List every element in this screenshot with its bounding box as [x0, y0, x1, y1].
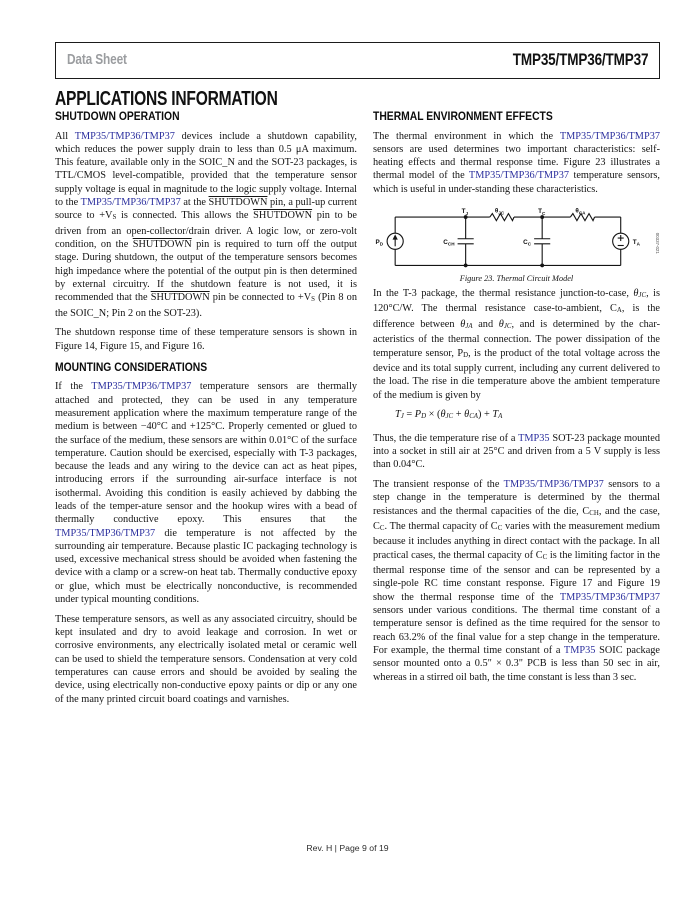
part-link[interactable]: TMP35/TMP36/TMP37	[503, 479, 604, 491]
part-link[interactable]: TMP35	[563, 644, 596, 656]
text-run: In the T-3 package, the thermal resistance junction-to-case,	[373, 288, 634, 300]
text-run: and	[472, 318, 499, 330]
text-run: (Pin 8 on the SOIC_N; Pin 2 on the SOT-23).	[55, 292, 357, 319]
text-run: , is 120°C/W. The thermal resistance case-to-ambient, C	[373, 288, 660, 315]
text-run: temperature sensors are thermally attached and protected, they can be used in any temperature measurement application where the maximum temperature range of the medium is between −40°C and +125°C. Properly cemented or glued to the surface of the medium, these sensors are within 0.01°C of the surface temperature. Caution should be exercised, especially with T-3 packages, because the leads and any wiring to the device can act as heat pipes, introducing errors if the surrounding air-surface interface is not isothermal. Avoiding this condition is easily achieved by dabbing the leads of the temper-ature sensor and the hookup wires with a bead of thermally conductive epoxy. This ensures that the	[55, 381, 357, 526]
page-footer: Rev. H | Page 9 of 19	[306, 843, 389, 853]
current-source-icon	[387, 233, 403, 249]
text-run: The thermal environment in which the	[373, 130, 560, 142]
section-heading-shutdown-operation: SHUTDOWN OPERATION	[55, 111, 180, 124]
part-link[interactable]: TMP35/TMP36/TMP37	[80, 197, 181, 209]
text-run: A	[498, 413, 503, 421]
text-run: J	[400, 413, 404, 421]
text-run: A	[616, 307, 622, 315]
label-ta: $T_A$	[632, 238, 641, 247]
thermal-circuit-figure	[373, 203, 660, 284]
paragraph	[55, 326, 357, 353]
paragraph	[373, 287, 660, 402]
text-run: pin, a pull-up current source to +V	[55, 197, 357, 222]
text-run: P	[414, 409, 422, 421]
text-run: The transient response of the	[373, 479, 504, 491]
paragraph	[55, 130, 357, 320]
label-theta-jc: $\theta_{JC}$	[494, 207, 505, 215]
paragraph	[55, 613, 357, 706]
label-tc: $T_C$	[538, 207, 546, 216]
label-cc: $C_C$	[523, 238, 532, 247]
text-run: T	[492, 409, 499, 421]
text-run: SOT-23 package mounted into a socket in still air at 25°C and driven from a 5 V supply is less than 0.04°C.	[373, 432, 660, 471]
doc-type-label: Data Sheet	[67, 51, 127, 68]
page-title: APPLICATIONS INFORMATION	[55, 88, 278, 110]
text-run: temperature sensors, which is useful in under-standing these characteristics.	[373, 170, 660, 195]
text-run: JC	[503, 322, 512, 330]
text-run: The shutdown response time of these temperature sensors is shown in Figure 14, Figure 15, and Figure 16.	[55, 327, 357, 352]
text-run: CH	[589, 509, 599, 517]
text-run: sensors under various conditions. The thermal time constant of a temperature sensor is defined as the time required for the sensor to reach 63.2% of the final value for a step change in the temperature. For example, the thermal time constant of a	[373, 605, 660, 656]
thermal-circuit-diagram	[373, 203, 660, 273]
section-heading-thermal-environment-effects: THERMAL ENVIRONMENT EFFECTS	[373, 111, 553, 124]
label-theta-ca: $\theta_{CA}$	[575, 207, 586, 215]
die-capacitor-icon	[458, 217, 474, 265]
text-run: =	[403, 409, 415, 421]
text-run: sensors are used determines two important characteristics: self-heating effects and thermal response time. Figure 23 illustrates a thermal model of the	[373, 143, 660, 182]
text-run: C	[497, 525, 503, 533]
text-run: pin is required to turn off the output stage. During shutdown, the output of the temperature sensors becomes high impedance where the potential of the output pin is then determined by external circuitry. If the shutdown feature is not used, it is recommended that the	[55, 239, 357, 304]
text-run: C	[379, 525, 385, 533]
text-run: is connected. This allows the	[116, 210, 254, 222]
paragraph	[373, 130, 660, 196]
text-run: JC	[445, 413, 454, 421]
text-run: sensors to a step change in the temperature is determined by the thermal resistances and the thermal capacities of the die, C	[373, 479, 661, 517]
right-column	[373, 110, 660, 712]
figure-code: 00337-021	[654, 232, 660, 254]
case-capacitor-icon	[534, 217, 550, 265]
text-run: θ	[460, 318, 466, 330]
text-run: at the	[180, 197, 209, 209]
part-link[interactable]: TMP35/TMP36/TMP37	[468, 170, 570, 182]
text-run: pin be connected to +V	[209, 292, 312, 304]
section-heading-mounting-considerations: MOUNTING CONSIDERATIONS	[55, 362, 208, 375]
paragraph	[373, 478, 660, 684]
part-number: TMP35/TMP36/TMP37	[512, 50, 648, 69]
text-run: JC	[638, 292, 647, 300]
text-run: Thus, the die temperature rise of a	[373, 432, 519, 444]
text-run: die temperature is not affected by the surrounding air temperature. Because plastic IC packaging technology is used, excessive mechanical stress should be avoided when fastening the device with a clamp or a screw-on heat tab. Thermally conductive epoxy or glue, which must be electrically nonconductive, is recommended under typical mounting conditions.	[55, 527, 357, 606]
text-run: , and is determined by the char-acteristics of the thermal connection. The power dissipation of the temperature sensor, P	[373, 318, 661, 359]
part-link[interactable]: TMP35	[518, 432, 550, 444]
voltage-source-icon	[613, 233, 629, 249]
paragraph	[373, 432, 660, 472]
die-temperature-formula	[395, 408, 660, 423]
text-run: pin to be driven from an open-collector/drain driver. A logic low, or zero-volt condition, on the	[55, 210, 357, 251]
part-link[interactable]: TMP35/TMP36/TMP37	[91, 381, 192, 393]
part-link[interactable]: TMP35/TMP36/TMP37	[559, 130, 660, 142]
text-run: θ	[633, 288, 639, 300]
text-run: . The thermal capacity of C	[384, 521, 498, 533]
text-run: S	[311, 296, 315, 304]
label-tj: $T_J$	[461, 207, 469, 216]
text-run: CA	[469, 413, 478, 421]
text-run: All	[55, 130, 75, 142]
two-column-layout	[55, 110, 660, 712]
part-link[interactable]: TMP35/TMP36/TMP37	[74, 130, 175, 142]
circuit-nodes	[464, 215, 544, 267]
text-run: If the	[55, 381, 92, 393]
text-run: , is the product of the total voltage across the device and its total supply current, including any current delivered to the load. The rise in die temperature above the ambient temperature of the medium is given by	[373, 347, 660, 401]
text-run: These temperature sensors, as well as any associated circuitry, should be kept insulated and dry to avoid leakage and corrosion. In wet or corrosive environments, any electrically isolated metal or ceramic well can be used to shield the temperature sensors. Condensation at very cold temperatures can cause errors and should be avoided by sealing the device, using electrically non-conductive epoxy paints or dip or any one of the many printed circuit board coatings and varnishes.	[55, 613, 357, 705]
text-run: is the limiting factor in the thermal response time of the sensor and can be represented by a single-pole RC time constant response. Figure 17 and Figure 19 show the thermal response time of the	[373, 549, 660, 603]
text-run: S	[112, 214, 117, 222]
text-run: ) +	[478, 409, 493, 421]
text-run: θ	[498, 318, 504, 330]
text-run: varies with the measurement medium because it includes anything in direct contact with the package. In all practical cases, the thermal capacity of C	[373, 521, 661, 561]
text-run: C	[542, 553, 548, 561]
part-link[interactable]: TMP35/TMP36/TMP37	[559, 591, 660, 603]
text-run: , and the case, C	[373, 505, 660, 533]
text-run: D	[421, 413, 427, 421]
text-run: SHUTDOWN	[132, 239, 192, 251]
label-cch: $C_{CH}$	[443, 238, 455, 247]
text-run: JA	[465, 322, 473, 330]
text-run: SHUTDOWN	[253, 210, 313, 222]
text-run: SHUTDOWN	[208, 197, 268, 209]
text-run: T	[395, 409, 401, 421]
figure-caption: Figure 23. Thermal Circuit Model	[459, 274, 574, 284]
text-run: SOIC package sensor mounted onto a 0.5" × 0.3" PCB is less than 50 sec in air, whereas in a stirred oil bath, the time constant is less than 3 sec.	[373, 644, 660, 683]
label-pd: $P_D$	[375, 238, 384, 247]
text-run: D	[463, 351, 469, 359]
text-run: θ	[464, 409, 470, 421]
text-run: +	[453, 409, 465, 421]
header	[55, 42, 660, 79]
text-run: SHUTDOWN	[150, 292, 210, 304]
text-run: , is the difference between	[373, 303, 660, 330]
paragraph	[55, 380, 357, 606]
part-link[interactable]: TMP35/TMP36/TMP37	[55, 527, 156, 539]
circuit-wires	[395, 217, 621, 265]
text-run: × (	[426, 409, 441, 421]
left-column	[55, 110, 357, 712]
text-run: devices include a shutdown capability, which reduces the power supply drain to less than 0.5 μA maximum. This feature, available only in the SOIC_N and the SOT-23 packages, is TTL/CMOS level-compatible, provided that the temperature sensor supply voltage is equal in magnitude to the logic supply voltage. Internal to the	[55, 130, 357, 209]
text-run: θ	[440, 409, 446, 421]
